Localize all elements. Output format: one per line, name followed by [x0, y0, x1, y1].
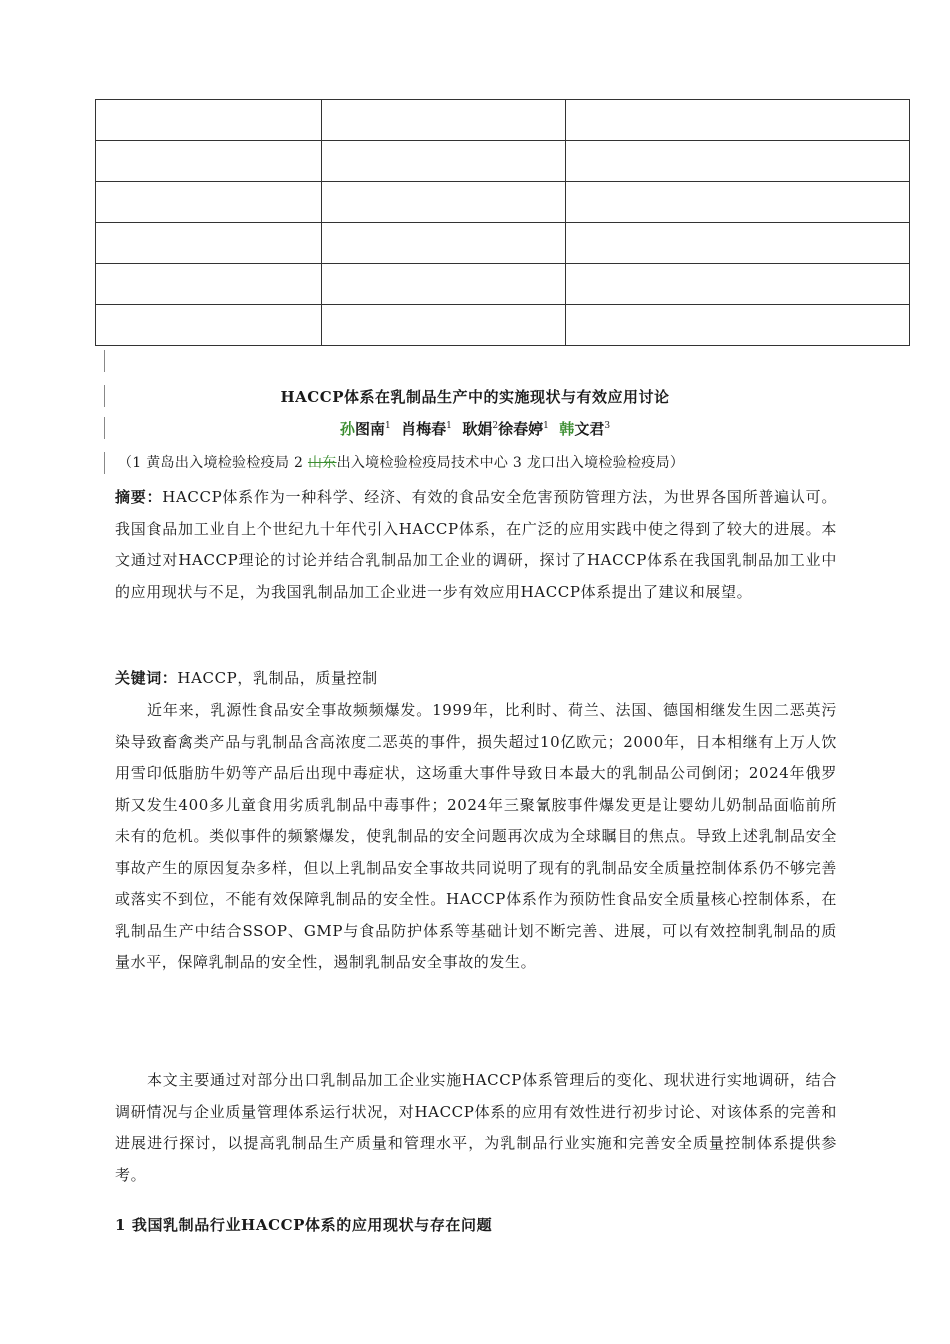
blank-table — [95, 99, 910, 346]
author: 韩文君$^3$ — [559, 420, 611, 438]
table-row — [96, 141, 910, 182]
table-row — [96, 223, 910, 264]
revision-bar — [104, 350, 105, 372]
table-cell — [322, 264, 565, 305]
body-paragraph: 本文主要通过对部分出口乳制品加工企业实施HACCP体系管理后的变化、现状进行实地调研，结合调研情况与企业质量管理体系运行状况，对HACCP体系的应用有效性进行初步讨论、对该体系的完善和进展进行探讨，以提高乳制品生产质量和管理水平，为乳制品行业实施和完善安全质量控制体系提供参考。 — [115, 1071, 837, 1184]
table-row — [96, 264, 910, 305]
table-cell — [322, 100, 565, 141]
keywords-label: 关键词： — [115, 669, 178, 687]
table-cell — [322, 182, 565, 223]
revision-bar — [104, 452, 105, 474]
author-list — [0, 418, 950, 439]
keywords — [115, 663, 837, 695]
table-row — [96, 305, 910, 346]
table-cell — [96, 182, 322, 223]
affiliation: （1 黄岛出入境检验检疫局 2 山东出入境检验检疫局技术中心 3 龙口出入境检验检疫局） — [118, 455, 685, 471]
table-row — [96, 100, 910, 141]
abstract-label: 摘要： — [115, 488, 163, 506]
table-cell — [565, 305, 909, 346]
body-paragraph: 近年来，乳源性食品安全事故频频爆发。1999年，比利时、荷兰、法国、德国相继发生因二恶英污染导致畜禽类产品与乳制品含高浓度二恶英的事件，损失超过10亿欧元；2000年，日本相继有上万人饮用雪印低脂肪牛奶等产品后出现中毒症状，这场重大事件导致日本最大的乳制品公司倒闭；2024年俄罗斯又发生400多儿童食用劣质乳制品中毒事件；2024年三聚氰胺事件爆发更是让婴幼儿奶制品面临前所未有的危机。类似事件的频繁爆发，使乳制品的安全问题再次成为全球瞩目的焦点。导致上述乳制品安全事故产生的原因复杂多样，但以上乳制品安全事故共同说明了现有的乳制品安全质量控制体系仍不够完善或落实不到位，不能有效保障乳制品的安全性。HACCP体系作为预防性食品安全质量核心控制体系，在乳制品生产中结合SSOP、GMP与食品防护体系等基础计划不断完善、进展，可以有效控制乳制品的质量水平，保障乳制品的安全性，遏制乳制品安全事故的发生。 — [115, 701, 837, 971]
table-cell — [322, 223, 565, 264]
abstract — [115, 482, 837, 608]
table-cell — [96, 305, 322, 346]
table-cell — [565, 223, 909, 264]
table-cell — [96, 223, 322, 264]
author: 耿娟$^2$ — [462, 420, 499, 438]
table-row — [96, 182, 910, 223]
table-cell — [96, 264, 322, 305]
table-cell — [96, 141, 322, 182]
table-cell — [96, 100, 322, 141]
section-heading: 1 我国乳制品行业HACCP体系的应用现状与存在问题 — [115, 1216, 493, 1234]
table-cell — [565, 182, 909, 223]
author: 肖梅春$^1$ — [401, 420, 452, 438]
author: 徐春婷$^1$ — [498, 420, 549, 438]
keywords-text: HACCP，乳制品，质量控制 — [177, 669, 378, 687]
table-cell — [322, 141, 565, 182]
abstract-text: HACCP体系作为一种科学、经济、有效的食品安全危害预防管理方法，为世界各国所普遍认可。我国食品加工业自上个世纪九十年代引入HACCP体系，在广泛的应用实践中使之得到了较大的进展。本文通过对HACCP理论的讨论并结合乳制品加工企业的调研，探讨了HACCP体系在我国乳制品加工业中的应用现状与不足，为我国乳制品加工企业进一步有效应用HACCP体系提出了建议和展望。 — [115, 488, 837, 601]
table-cell — [565, 264, 909, 305]
author: 孙图南$^1$ — [339, 420, 391, 438]
table-cell — [565, 100, 909, 141]
deleted-text: 山东 — [307, 455, 337, 471]
table-cell — [322, 305, 565, 346]
table-cell — [565, 141, 909, 182]
paper-title: HACCP体系在乳制品生产中的实施现状与有效应用讨论 — [280, 388, 670, 406]
